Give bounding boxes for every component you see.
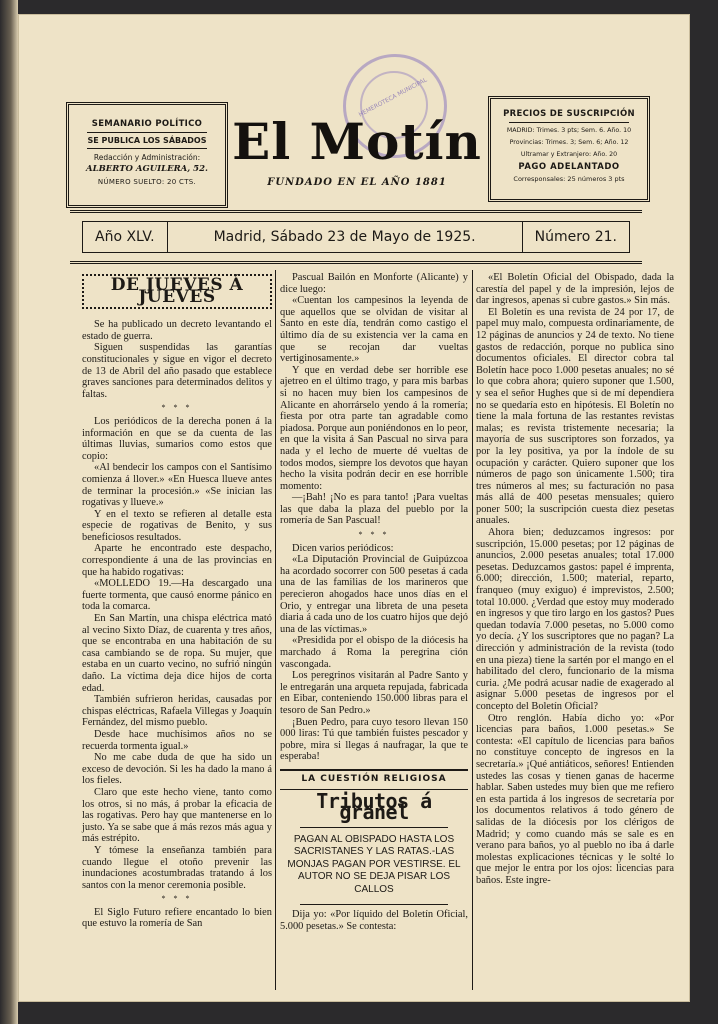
rate-madrid: MADRID: Trimes. 3 pts; Sem. 6. Año. 10 xyxy=(506,127,632,134)
paragraph: Dicen varios periódicos: xyxy=(292,542,394,554)
paragraph: El Siglo Futuro refiere encantado lo bien que estuvo la romería de San xyxy=(82,906,272,930)
volume-year: Año XLV. xyxy=(83,222,168,252)
rate-provinces: Provincias: Trimes. 3; Sem. 6; Año. 12 xyxy=(509,139,629,146)
article-subtitle: PAGAN AL OBISPADO HASTA LOS SACRISTANES Y LAS RATAS.-LAS MONJAS PAGAN POR VESTIRSE. EL AUTOR NO SE DEJA PISAR LOS CALLOS xyxy=(287,833,461,895)
office-label: Redacción y Administración: xyxy=(93,153,201,162)
paragraph: «MOLLEDO 19.—Ha descargado una fuerte tormenta, que causó enorme pánico en toda la comarca. xyxy=(82,578,272,613)
paragraph: En San Martín, una chispa eléctrica mató al vecino Sixto Díaz, de cuarenta y tres años, que se encontraba en una habitación de su casa cambiando se de ropa. Su mujer, que estaba en un cuarto vecino, no sufrió ningún daño. La víctima deja dice hijos de corta edad. xyxy=(82,613,272,694)
divider xyxy=(509,122,629,123)
column-divider xyxy=(275,270,276,990)
paragraph: ¡Buen Pedro, para cuyo tesoro llevan 150 000 liras: Tú que también fuistes pescador y pobre, mira si llegas á naufragar, la que te esperaba! xyxy=(280,716,468,763)
paragraph: «La Diputación Provincial de Guipúzcoa ha acordado socorrer con 500 pesetas á cada una de las familias de los marineros que perecieron ahogados hace unos días en el Orio, y entregar una libreta de una peseta diaria á cada uno de los cuatro hijos que dejó una de las víctimas.» xyxy=(280,554,468,635)
paragraph: Otro renglón. Había dicho yo: «Por licencias para baños, 1.000 pesetas.» Se contesta: «El capítulo de licencias para baños no constituye concepto de ingresos en la secretaría.» ¡Qué antiáticos, señores! Entienden ustedes las cosas y tienen ganas de hacerme hablar. Saben ustedes muy bien que me refiero en esta partida á los ingresos de secretaría por los documentos relativos á todo género de salidas de la diócesis por los clérigos de Madrid; y como cuando más se sale es en verano para baños, yo al pueblo no iba á darle molestas explicaciones técnicas y le solté lo que mejor le entra por los ojos: licencias para baños. Este ingre- xyxy=(476,712,674,886)
book-spine xyxy=(0,0,18,1024)
paragraph: También sufrieron heridas, causadas por chispas eléctricas, Rafaela Villegas y Joaquín Fernández, del mismo pueblo. xyxy=(82,694,272,729)
paragraph: El Boletín es una revista de 24 por 17, de papel muy malo, compuesta ordinariamente, de 12 páginas de anuncios y 24 de texto. No tiene gastos de redacción, porque no publica sino documentos oficiales. El director cobra tal Boletín hace poco 1.000 pesetas anuales; no sé lo que cobra ahora; quiero suponer que 1.500, y sea el señor Hughes que si de mí dependiera no se quedaría esto en hipótesis. El Boletín no tiene la mala fortuna de las restantes revistas malas; es revista tristemente necesaria; la mayoría de sus suscriptores son forzados, ya por la ley positiva, ya por la índole de su ocupación y carácter. Quiero suponer que los números de pago son únicamente 1.500; tira tres números al mes; su facturación no pasa más allá de 400 pesetas mensuales; quiero poner 500; la suscripción cuesta diez pesetas anuales. xyxy=(476,306,674,527)
newspaper-page xyxy=(18,14,690,1002)
paragraph: Se ha publicado un decreto levantando el estado de guerra. xyxy=(82,319,272,342)
paragraph: Y que en verdad debe ser horrible ese ajetreo en el último trago, y para mis barbas si no hacen muy bien los campesinos de Alicante en ahorrárselo yendo á la romería; fiesta por otra parte tan agradable como piadosa. Porque aun poniéndonos en lo peor, en que la visita á San Pascual no sirva para nada y el lecho de muerte dé vueltas de todos modos, siempre los devotos que hayan hecho la visita podrán decir en ese horrible momento: xyxy=(280,364,468,492)
paragraph: «Al bendecir los campos con el Santísimo comienza á llover.» «En Huesca llueve antes de terminar la procesión.» «Se inician las rogativas y llueve.» xyxy=(82,462,272,509)
separator-stars: * * * xyxy=(161,403,193,413)
column-2 xyxy=(280,272,468,932)
column-1 xyxy=(82,272,272,930)
rate-overseas: Ultramar y Extranjero: Año. 20 xyxy=(520,151,618,158)
divider xyxy=(87,148,207,149)
subscription-title: PRECIOS DE SUSCRIPCIÓN xyxy=(503,109,635,119)
article-title: Tributos á granel xyxy=(316,788,432,825)
paragraph: Y tómese la enseñanza también para cuando llegue el otoño prevenir las inundaciones acostumbradas tratando á los santos con la menor ceremonia posible. xyxy=(82,844,272,891)
paragraph: «Presidida por el obispo de la diócesis ha marchado á Roma la peregrina ción vascongada. xyxy=(280,635,468,670)
column-divider xyxy=(472,270,473,990)
correspondents-rate: Corresponsales: 25 números 3 pts xyxy=(513,175,625,183)
paragraph: No me cabe duda de que ha sido un exceso de devoción. Si les ha dado la mano á los fieles. xyxy=(82,752,272,787)
divider xyxy=(87,132,207,133)
separator-stars: * * * xyxy=(161,894,193,904)
library-stamp-text: HEMEROTECA MUNICIPAL xyxy=(357,76,429,119)
separator-stars: * * * xyxy=(358,530,390,540)
paragraph: «El Boletín Oficial del Obispado, dada la carestía del papel y de la impresión, lejos de dar ingresos, apenas si cubre gastos.» Sin más. xyxy=(476,272,674,307)
newspaper-title: El Motín xyxy=(232,112,482,171)
paragraph: Pascual Bailón en Monforte (Alicante) y dice luego: xyxy=(280,272,468,295)
divider xyxy=(300,904,448,905)
column-3 xyxy=(476,272,674,886)
paragraph: Aparte he encontrado este despacho, correspondiente á una de las provincias en que ha habido rogativas: xyxy=(82,543,272,578)
section-header: DE JUEVES Á JUEVES xyxy=(82,274,272,309)
paragraph: Los periódicos de la derecha ponen á la información en que se da cuenta de las últimas lluvias, sumarios como estos que copio: xyxy=(82,415,272,462)
publication-schedule: SE PUBLICA LOS SÁBADOS xyxy=(87,136,207,145)
paragraph: «Cuentan los campesinos la leyenda de que aquellos que se olvidan de visitar al Santo en este día, tendrán como castigo el último día de su existencia ver la cama en que se recojan dar vueltas vertiginosamente.» xyxy=(280,295,468,365)
divider xyxy=(300,827,448,828)
paragraph: Siguen suspendidas las garantías constitucionales y sigue en vigor el decreto de 13 de Abril del año pasado que establece graves sanciones para determinados delitos y faltas. xyxy=(82,342,272,400)
section-label: LA CUESTIÓN RELIGIOSA xyxy=(280,769,468,790)
payment-terms: PAGO ADELANTADO xyxy=(518,162,620,172)
dateline-bar xyxy=(70,210,642,264)
paragraph: Dija yo: «Por líquido del Boletín Oficial, 5.000 pesetas.» Se contesta: xyxy=(280,909,468,932)
founded-line: FUNDADO EN EL AÑO 1881 xyxy=(267,177,447,188)
issue-date: Madrid, Sábado 23 de Mayo de 1925. xyxy=(168,222,523,252)
paragraph: Los peregrinos visitarán al Padre Santo y le entregarán una arqueta repujada, fabricada en Eibar, conteniendo 150.000 libras para el tesoro de San Pedro.» xyxy=(280,670,468,716)
issue-number: Número 21. xyxy=(534,229,617,245)
paragraph: Ahora bien; deduzcamos ingresos: por suscripción, 15.000 pesetas; por 12 páginas de anuncios, 2.000 pesetas anuales; total 17.000 pesetas. Deduzcamos gastos: papel é imprenta, 6.000; dirección, 1.500; material, reparto, franqueo (muy exiguo) é imprevistos, 2.500; total 10.000. ¿Verdad que estoy muy moderado en ingresos y que tiro largo en los gastos? Pues quedan todavía 7.000 pesetas, no 5.000 como yo decía. ¿Y los suscriptores que no pagan? La dirección y administración de la revista (todo en una pieza) tiene la sartén por el mango en el habilitado del clero, funcionario de la misma curia. ¿Me podrá acusar nadie de exagerado al asignar 5.000 pesetas de ingresos por el concepto del Boletín Oficial? xyxy=(476,527,674,712)
paragraph: Claro que este hecho viene, tanto como los otros, si no más, á probar la eficacia de las rogativas. Pero hay que mantenerse en lo justo. Ya se sabe que á más rezos más agua y más estrépito. xyxy=(82,786,272,845)
office-address: ALBERTO AGUILERA, 52. xyxy=(86,164,208,174)
single-issue-price: NÚMERO SUELTO: 20 CTS. xyxy=(97,178,197,186)
paragraph: —¡Bah! ¡No es para tanto! ¡Para vueltas las que daba la plaza del pueblo por la romería de San Pascual! xyxy=(280,492,468,527)
publication-info-box xyxy=(66,102,228,208)
paragraph: Y en el texto se refieren al detalle esta especie de rogativas de Benito, y sus beneficiosos resultados. xyxy=(82,508,272,543)
paragraph: Desde hace muchísimos años no se recuerda tormenta igual.» xyxy=(82,728,272,752)
subscription-prices-box xyxy=(488,96,650,202)
publication-type: SEMANARIO POLÍTICO xyxy=(91,119,203,129)
